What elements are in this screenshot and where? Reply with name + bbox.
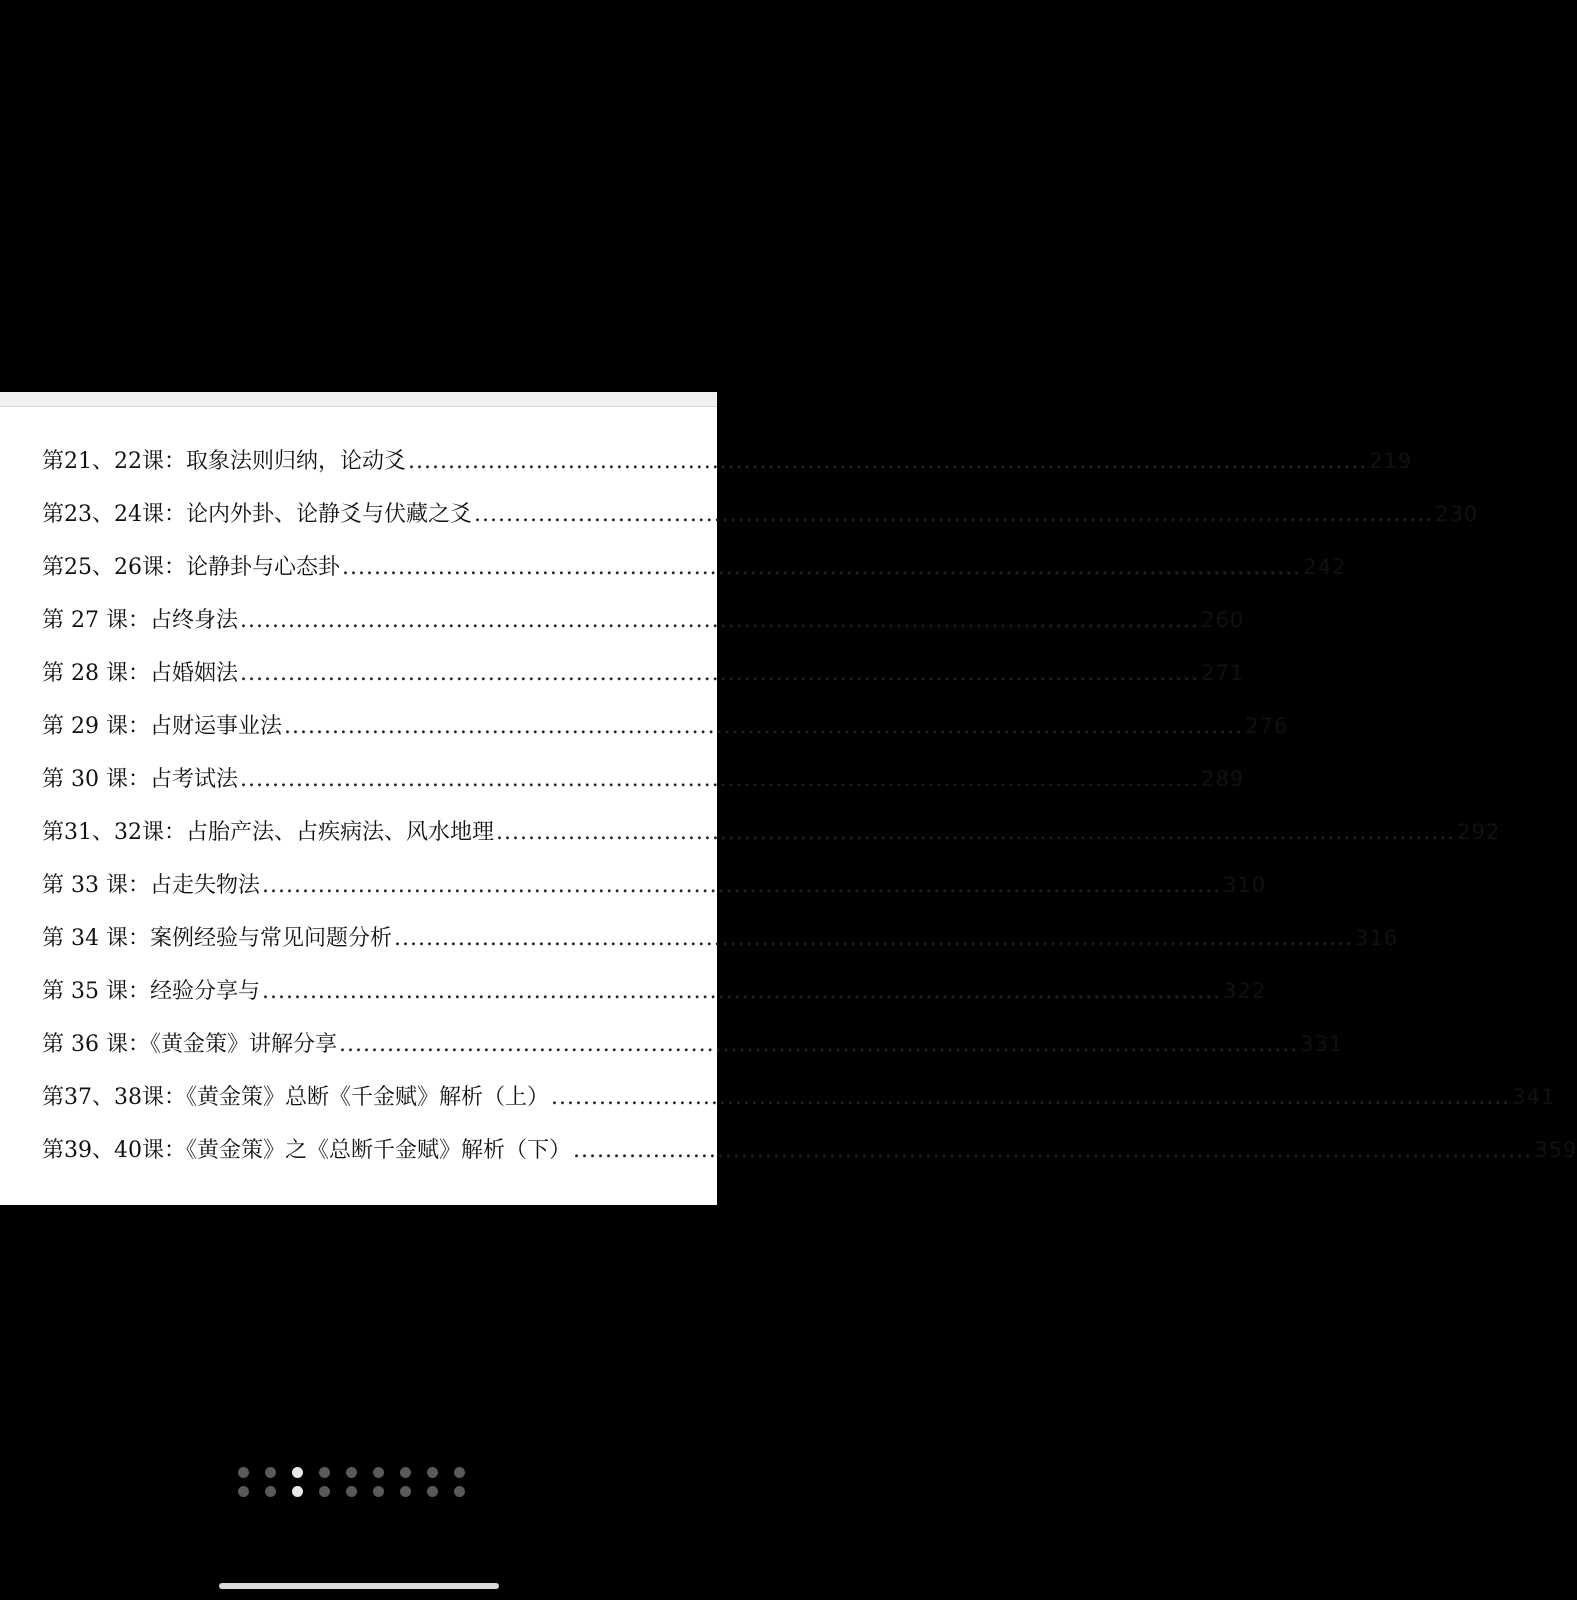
toc-entry xyxy=(42,974,1267,1027)
toc-leader-dots: ........................................................................................................................ xyxy=(496,820,1456,845)
toc-entry-title: 第23、24课：论内外卦、论静爻与伏藏之爻 xyxy=(42,502,472,527)
pager-dots-row xyxy=(238,1486,483,1497)
pager-dot[interactable] xyxy=(319,1467,330,1478)
toc-leader-dots: ........................................................................................................................ xyxy=(239,767,1200,792)
toc-entry xyxy=(42,497,1479,550)
toc-entry-page: 292 xyxy=(1457,820,1501,844)
toc-leader-dots: ........................................................................................................................ xyxy=(239,608,1200,633)
toc-entry-title: 第25、26课：论静卦与心态卦 xyxy=(42,555,340,580)
toc-leader-dots: ........................................................................................................................ xyxy=(261,873,1222,898)
toc-entry xyxy=(42,1027,1344,1080)
toc-entry-page: 219 xyxy=(1369,449,1413,473)
toc-entry-title: 第 27 课：占终身法 xyxy=(42,608,238,633)
toc-leader-dots: ........................................................................................................................ xyxy=(393,926,1354,951)
pager-dot-active[interactable] xyxy=(292,1486,303,1497)
document-photo xyxy=(0,392,1577,1205)
toc-entry xyxy=(42,762,1245,815)
image-pager[interactable] xyxy=(238,1467,483,1501)
home-indicator[interactable] xyxy=(219,1583,499,1589)
pager-dot[interactable] xyxy=(238,1486,249,1497)
toc-leader-dots: ........................................................................................................................ xyxy=(551,1085,1511,1110)
toc-entry-page: 331 xyxy=(1300,1032,1344,1056)
toc-leader-dots: ........................................................................................................................ xyxy=(342,555,1302,580)
page-top-edge xyxy=(0,392,717,407)
toc-entry-title: 第37、38课：《黄金策》总断《千金赋》解析（上） xyxy=(42,1085,549,1110)
toc-entry-title: 第21、22课：取象法则归纳，论动爻 xyxy=(42,449,406,474)
toc-entry xyxy=(42,550,1347,603)
pager-dot[interactable] xyxy=(346,1486,357,1497)
toc-entry xyxy=(42,815,1501,868)
toc-leader-dots: ........................................................................................................................ xyxy=(573,1138,1533,1163)
pager-dot[interactable] xyxy=(400,1467,411,1478)
toc-entry xyxy=(42,921,1399,974)
pager-dot[interactable] xyxy=(265,1467,276,1478)
pager-dot[interactable] xyxy=(238,1467,249,1478)
pager-dots-row xyxy=(238,1467,483,1478)
toc-entry-title: 第 33 课：占走失物法 xyxy=(42,873,260,898)
toc-leader-dots: ........................................................................................................................ xyxy=(338,1032,1299,1057)
table-of-contents xyxy=(42,444,1577,1186)
pager-dot[interactable] xyxy=(400,1486,411,1497)
toc-leader-dots: ........................................................................................................................ xyxy=(239,661,1200,686)
pager-dot[interactable] xyxy=(373,1467,384,1478)
toc-entry-title: 第 34 课：案例经验与常见问题分析 xyxy=(42,926,392,951)
toc-entry-page: 316 xyxy=(1355,926,1399,950)
toc-entry-page: 276 xyxy=(1245,714,1289,738)
toc-leader-dots: ........................................................................................................................ xyxy=(474,502,1434,527)
pager-dot[interactable] xyxy=(373,1486,384,1497)
toc-entry xyxy=(42,1133,1577,1186)
toc-leader-dots: ........................................................................................................................ xyxy=(283,714,1244,739)
toc-entry-page: 271 xyxy=(1201,661,1245,685)
toc-entry xyxy=(42,603,1245,656)
toc-entry xyxy=(42,656,1245,709)
pager-dot[interactable] xyxy=(427,1467,438,1478)
toc-entry-page: 230 xyxy=(1435,502,1479,526)
toc-entry-page: 310 xyxy=(1223,873,1267,897)
toc-entry-title: 第 35 课：经验分享与 xyxy=(42,979,260,1004)
toc-entry-title: 第 29 课：占财运事业法 xyxy=(42,714,282,739)
toc-entry xyxy=(42,1080,1556,1133)
toc-entry-title: 第31、32课：占胎产法、占疾病法、风水地理 xyxy=(42,820,494,845)
pager-dot[interactable] xyxy=(454,1467,465,1478)
toc-entry xyxy=(42,709,1289,762)
pager-dot[interactable] xyxy=(427,1486,438,1497)
toc-entry-title: 第 36 课：《黄金策》讲解分享 xyxy=(42,1032,337,1057)
toc-entry-title: 第39、40课：《黄金策》之《总断千金赋》解析（下） xyxy=(42,1138,571,1163)
toc-entry-page: 322 xyxy=(1223,979,1267,1003)
toc-entry-page: 341 xyxy=(1512,1085,1556,1109)
toc-leader-dots: ........................................................................................................................ xyxy=(261,979,1222,1004)
pager-dot[interactable] xyxy=(346,1467,357,1478)
toc-entry-page: 242 xyxy=(1303,555,1347,579)
pager-dot[interactable] xyxy=(265,1486,276,1497)
pager-dot[interactable] xyxy=(319,1486,330,1497)
pager-dot-active[interactable] xyxy=(292,1467,303,1478)
toc-entry xyxy=(42,444,1413,497)
toc-entry-page: 289 xyxy=(1201,767,1245,791)
toc-entry-page: 260 xyxy=(1201,608,1245,632)
pager-dot[interactable] xyxy=(454,1486,465,1497)
toc-entry-page: 359 xyxy=(1534,1138,1577,1162)
toc-entry-title: 第 28 课：占婚姻法 xyxy=(42,661,238,686)
toc-leader-dots: ........................................................................................................................ xyxy=(408,449,1368,474)
toc-entry xyxy=(42,868,1267,921)
toc-entry-title: 第 30 课：占考试法 xyxy=(42,767,238,792)
